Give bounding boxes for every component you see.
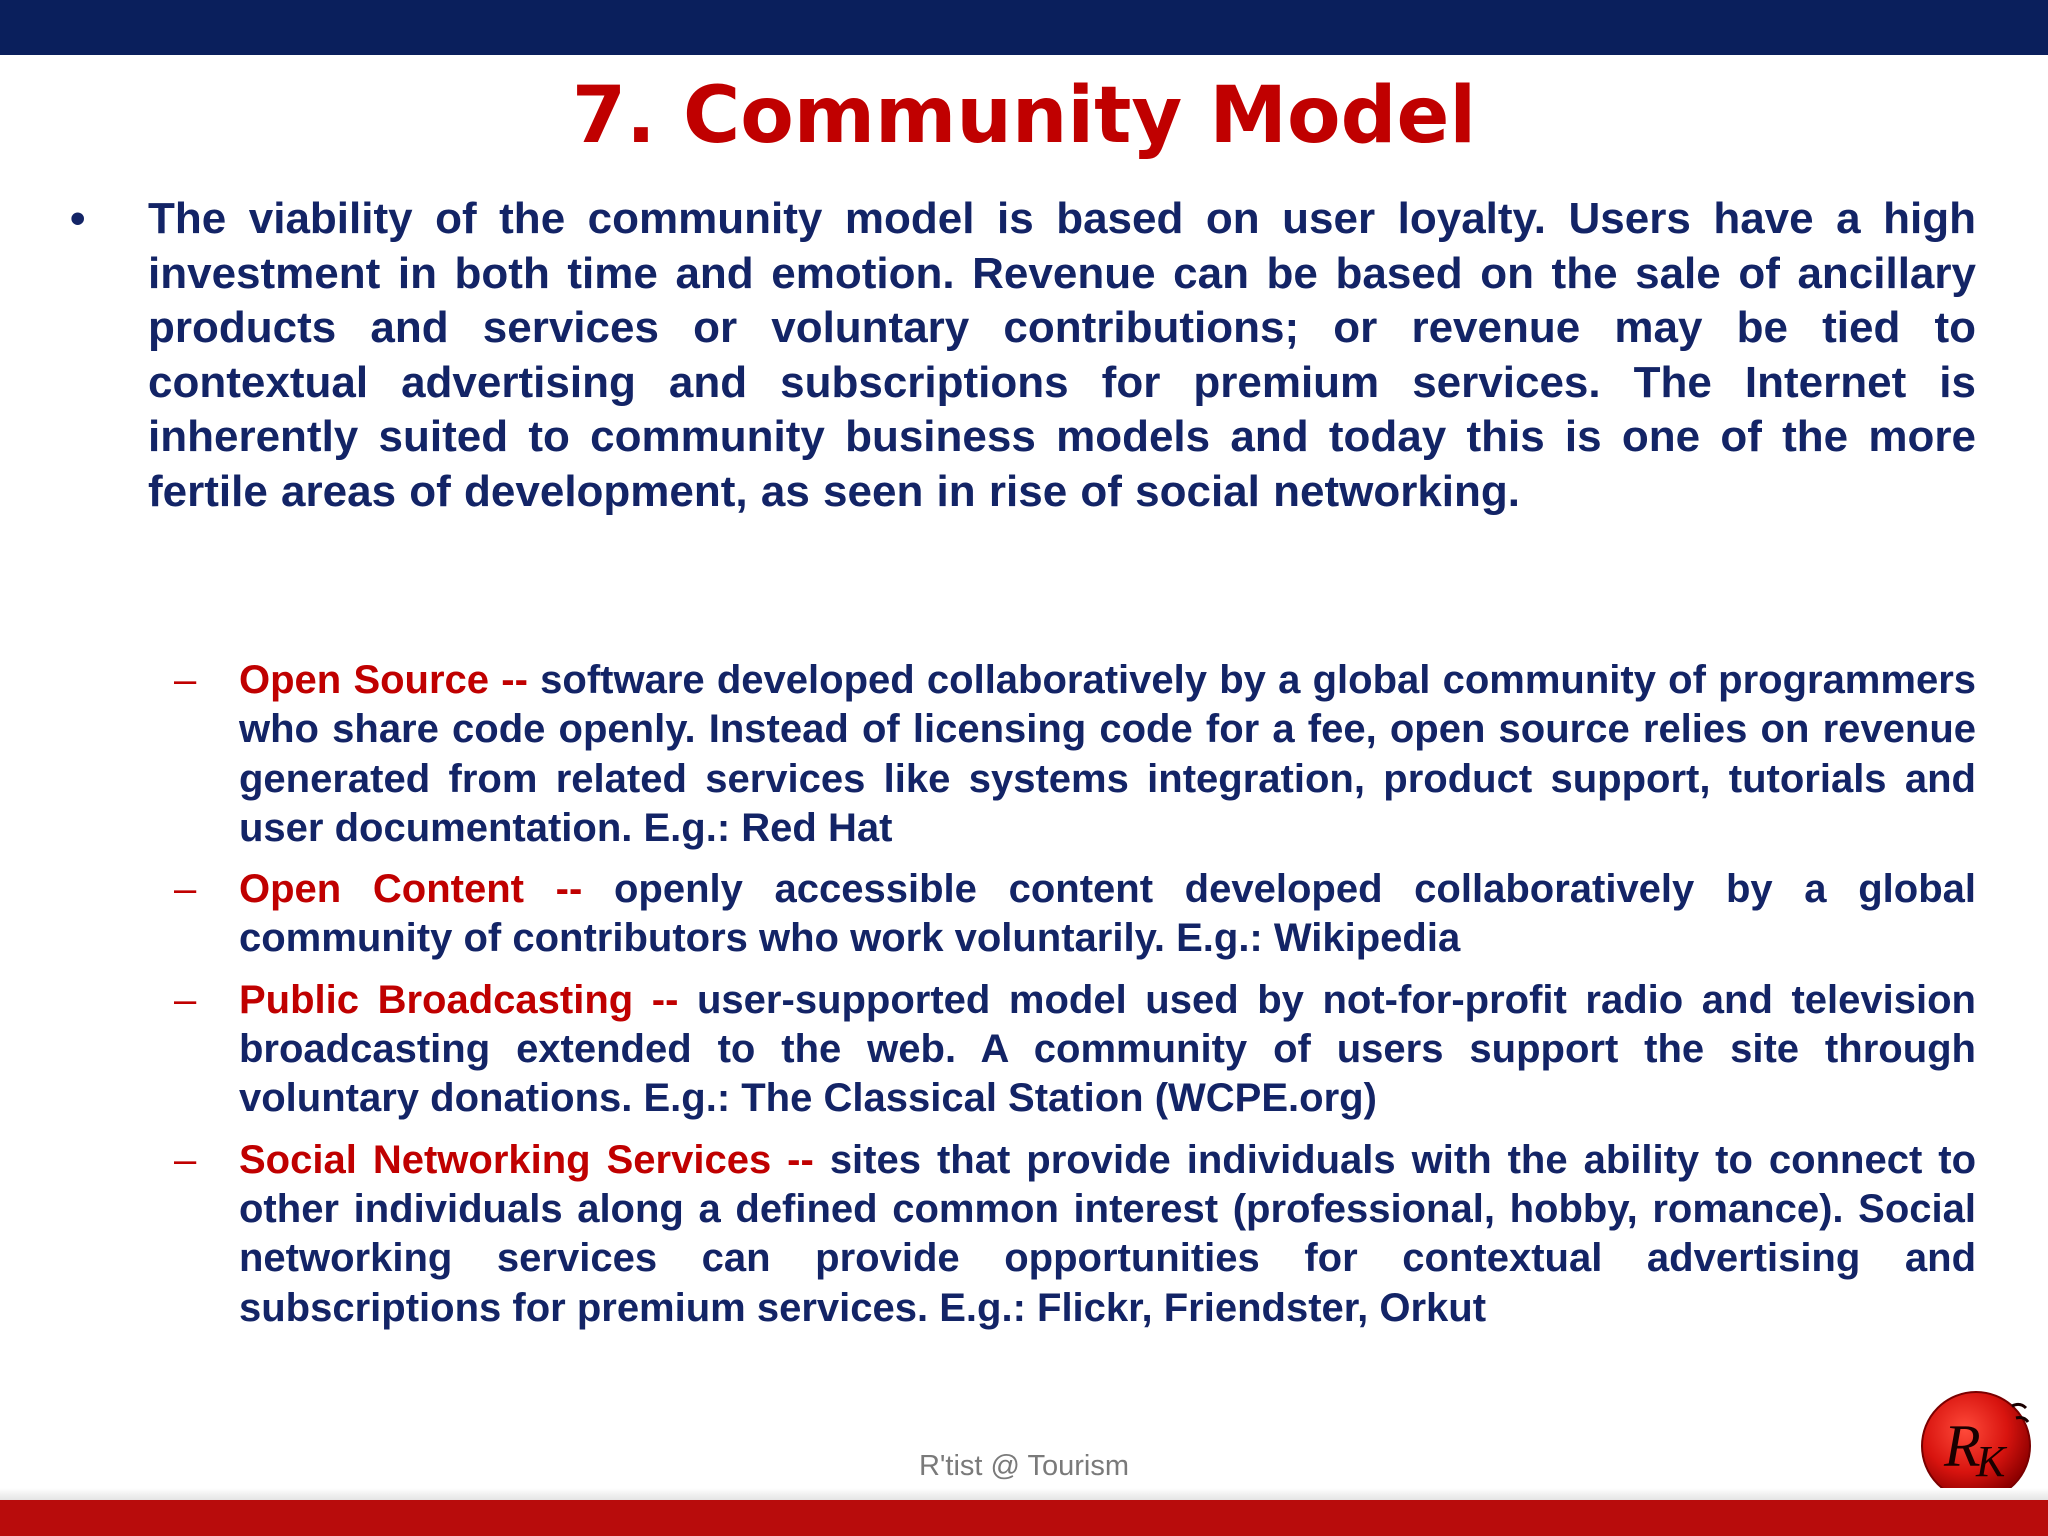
dash-marker: – [174, 977, 197, 1022]
dash-marker: – [174, 658, 197, 702]
bottom-banner [0, 1500, 2048, 1536]
list-item [174, 976, 1976, 1124]
term-open-source: Open Source -- [239, 658, 528, 702]
term-social-networking: Social Networking Services -- [239, 1137, 814, 1182]
main-bullet-marker: • [70, 194, 86, 243]
slide-title: 7. Community Model [571, 71, 1477, 161]
term-open-content: Open Content -- [239, 867, 583, 912]
top-banner [0, 0, 2048, 55]
list-item [174, 1136, 1976, 1333]
description-open-source: software developed collaboratively by a global community of programmers who share code openly. Instead of licensing code for a fee, open source relies on revenue generated from related services like systems integration, product support, tutorials and user documentation. E.g.: Red Hat [239, 658, 1977, 850]
svg-text:R: R [1944, 1413, 1981, 1479]
description-public-broadcasting: user-supported model used by not-for-profit radio and television broadcasting extended to the web. A community of users support the site through voluntary donations. E.g.: The Classical Station (WCPE.org) [239, 977, 1976, 1121]
description-social-networking: sites that provide individuals with the ability to connect to other individuals along a defined common interest (professional, hobby, romance). Social networking services can provide opportunities for contextual advertising and subscriptions for premium services. E.g.: Flickr, Friendster, Orkut [239, 1137, 1976, 1330]
description-open-content: openly accessible content developed collaboratively by a global community of contributors who work voluntarily. E.g.: Wikipedia [239, 867, 1976, 961]
main-paragraph: The viability of the community model is based on user loyalty. Users have a high investment in both time and emotion. Revenue can be based on the sale of ancillary products and services or voluntary contributions; or revenue may be tied to contextual advertising and subscriptions for premium services. The Internet is inherently suited to community business models and today this is one of the more fertile areas of development, as seen in rise of social networking. [148, 194, 1976, 516]
footer-shadow [0, 1488, 2048, 1500]
dash-marker: – [174, 867, 197, 912]
list-item [174, 656, 1976, 853]
dash-marker: – [174, 1137, 197, 1182]
term-public-broadcasting: Public Broadcasting -- [239, 977, 679, 1022]
list-item [174, 865, 1976, 964]
sub-bullet-list [174, 656, 1976, 1345]
slide-footer: R'tist @ Tourism [918, 1450, 1130, 1482]
svg-text:K: K [1976, 1437, 2006, 1486]
